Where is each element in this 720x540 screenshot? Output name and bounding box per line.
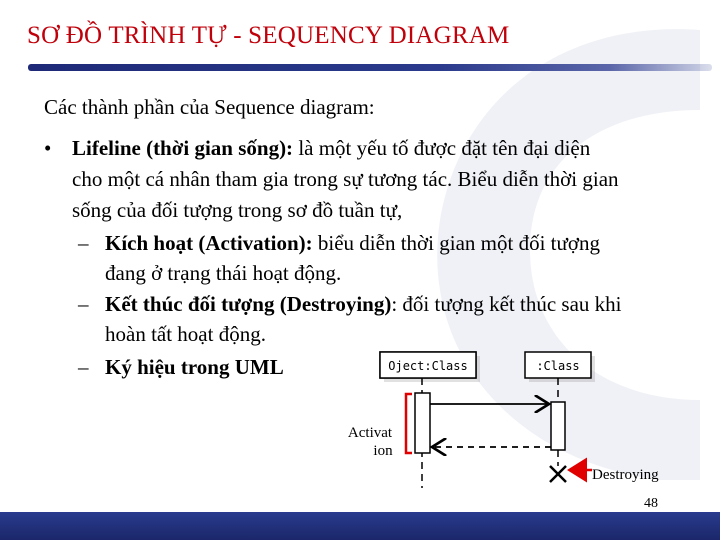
- activation-label-1: Activat: [347, 425, 393, 441]
- page-number: 48: [644, 496, 658, 511]
- bullet-line-3: sống của đối tượng trong sơ đồ tuần tự,: [72, 198, 403, 222]
- activation-bracket: [406, 394, 412, 453]
- footer-bar: [0, 512, 720, 540]
- destroying-label: Destroying: [592, 467, 659, 483]
- activation-bar-1: [415, 393, 430, 453]
- slide-title: SƠ ĐỒ TRÌNH TỰ - SEQUENCY DIAGRAM: [27, 22, 510, 49]
- destroying-line-2: hoàn tất hoạt động.: [105, 322, 266, 346]
- activation-term: Kích hoạt (Activation):: [105, 231, 313, 255]
- sub-dash-2: –: [78, 292, 89, 316]
- activation-text-1: biểu diễn thời gian một đối tượng: [312, 231, 600, 255]
- activation-label-2: ion: [373, 443, 393, 459]
- bullet-line-2: cho một cá nhân tham gia trong sự tương tác. Biểu diễn thời gian: [72, 167, 619, 191]
- lifeline-text-1: là một yếu tố được đặt tên đại diện: [293, 136, 591, 160]
- intro-text: Các thành phần của Sequence diagram:: [44, 95, 375, 119]
- activation-bar-2: [551, 402, 565, 450]
- destroying-text-1: : đối tượng kết thúc sau khi: [391, 292, 622, 316]
- object1-label: Oject:Class: [388, 359, 468, 373]
- object2-label: :Class: [536, 359, 580, 373]
- bullet-marker: •: [44, 136, 52, 160]
- destroying-term: Kết thúc đối tượng (Destroying): [105, 292, 392, 316]
- uml-notation-term: Ký hiệu trong UML: [105, 355, 284, 379]
- sub-dash-1: –: [78, 231, 89, 255]
- activation-line-2: đang ở trạng thái hoạt động.: [105, 261, 342, 285]
- lifeline-term: Lifeline (thời gian sống):: [72, 136, 294, 160]
- destroy-x-icon: [550, 466, 566, 482]
- sub-dash-3: –: [78, 355, 89, 379]
